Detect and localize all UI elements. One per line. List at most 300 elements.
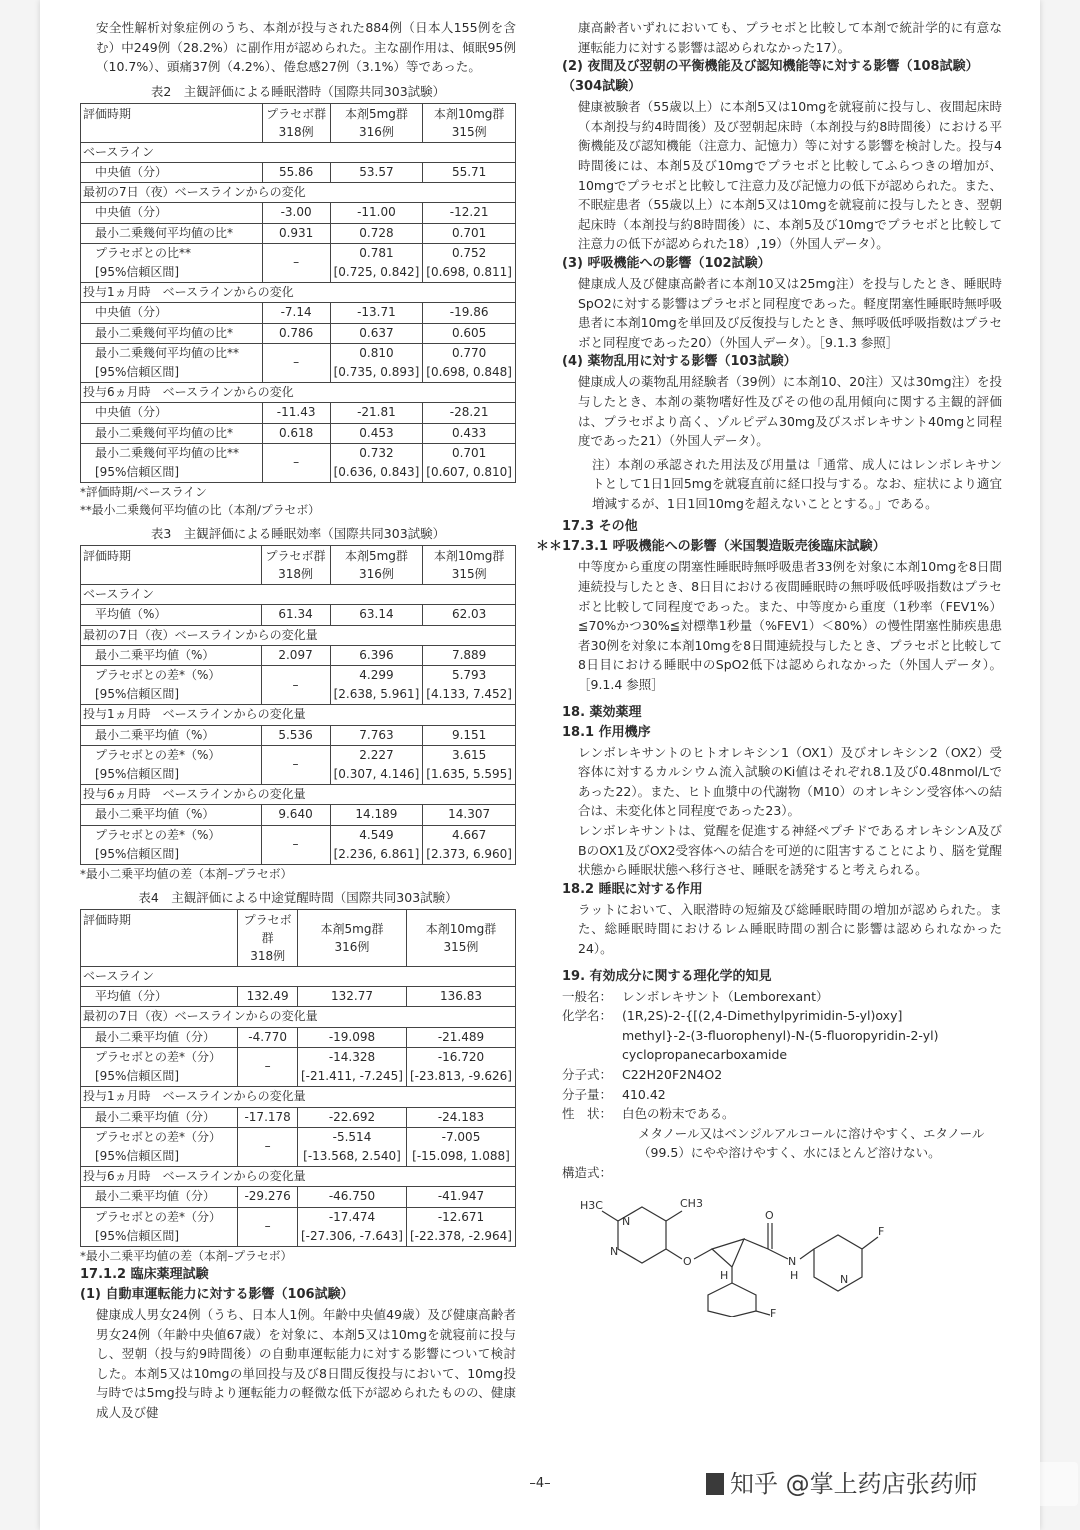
table-row xyxy=(81,443,516,482)
row-label-ci: [95%信頼区間] xyxy=(95,846,180,861)
value-text: 9.640 xyxy=(278,807,313,822)
row-label xyxy=(81,162,263,182)
chemical-name-key: 化学名： xyxy=(562,1008,613,1024)
paragraph-18-1-b: レンボレキサントは、覚醒を促進する神経ペプチドであるオレキシンA及びBのOX1及びOX2受容体への結合を可逆的に阻害することにより、脳を覚醒状態から睡眠状態へ移行させ、睡眠を誘発すると考えられる。 xyxy=(578,823,1002,878)
value-text: – xyxy=(293,355,300,370)
table-row xyxy=(81,1047,516,1086)
value-text: -29.276 xyxy=(244,1189,291,1204)
row-label xyxy=(81,1107,238,1127)
section-label: 投与1ヵ月時 ベースラインからの変化量 xyxy=(81,1087,516,1107)
section-row xyxy=(81,967,516,987)
paragraph-106-study: 健康成人男女24例（うち、日本人1例。年齢中央値49歳）及び健康高齢者男女24例（年齢中央値67歳）を対象に、本剤5又は10mgを就寝前に投与し、翌朝（投与約9時間後）の自動車運転能力に対する影響について検討した。本剤5又は10mgの単回投与及び8日間反復投与において、10mg投与時では5mg投与時より運転能力の軽微な低下が認められたものの、健康成人及び健 xyxy=(96,1306,516,1420)
ci-text: [-27.306, -7.643] xyxy=(300,1228,403,1243)
value-cell xyxy=(423,403,516,423)
group-name: プラセボ群 xyxy=(266,106,327,121)
table-row xyxy=(81,666,516,705)
paragraph-106-continued: 康高齢者いずれにおいても、プラセボと比較して本剤で統計学的に有意な運転能力に対する影響は認められなかった17）。 xyxy=(578,20,1002,55)
value-cell xyxy=(330,303,423,323)
value-text: 0.781 xyxy=(359,245,394,260)
row-label-text: プラセボとの差*（%） xyxy=(95,668,221,683)
atom-o-1: O xyxy=(683,1254,692,1268)
row-label xyxy=(81,645,262,665)
value-cell xyxy=(423,323,516,343)
table-header-row xyxy=(81,103,516,142)
ci-text: [2.236, 6.861] xyxy=(333,846,420,861)
section-label: ベースライン xyxy=(81,585,516,605)
ci-text: [-21.411, -7.245] xyxy=(300,1069,403,1084)
group-count: 315例 xyxy=(451,124,487,139)
header-cell xyxy=(297,910,406,967)
group-count: 316例 xyxy=(358,567,394,582)
atom-h3c: H3C xyxy=(580,1198,603,1212)
ci-text: [-22.378, -2.964] xyxy=(409,1228,512,1243)
data-table xyxy=(80,909,516,1247)
value-text: 0.732 xyxy=(359,445,394,460)
section-row xyxy=(81,1167,516,1187)
value-cell xyxy=(262,443,330,482)
heading-18-1: 18.1 作用機序 xyxy=(562,724,651,740)
value-cell xyxy=(330,605,423,625)
row-label-text: プラセボとの差*（%） xyxy=(95,827,221,842)
paragraph-103-study: 健康成人の薬物乱用経験者（39例）に本剤10、20注）又は30mg注）を投与したとき、本剤の薬物嗜好性及びその他の乱用傾向に関する主観的評価は、プラセボより高く、ゾルピデム30mg及びスボレキサント40mgと同程度であった21）（外国人データ）。 xyxy=(578,374,1002,449)
atom-n-3: N xyxy=(788,1254,797,1268)
watermark-logo-icon xyxy=(706,1473,724,1495)
table-caption: 表3 主観評価による睡眠効率（国際共同303試験） xyxy=(150,526,446,542)
ci-text: [-15.098, 1.088] xyxy=(412,1148,510,1163)
value-text: 0.433 xyxy=(451,425,487,440)
section-label: 投与1ヵ月時 ベースラインからの変化 xyxy=(81,283,516,303)
value-cell xyxy=(330,203,423,223)
value-cell xyxy=(330,805,423,825)
value-text: -7.14 xyxy=(280,305,312,320)
row-label-ci: [95%信頼区間] xyxy=(95,1148,180,1163)
table-3 xyxy=(80,525,516,883)
watermark-text: 知乎 @掌上药店张药师 xyxy=(730,1470,978,1498)
group-count: 316例 xyxy=(358,124,394,139)
heading-102-study: (3) 呼吸機能への影響（102試験） xyxy=(562,255,771,271)
value-text: 7.889 xyxy=(451,647,487,662)
value-text: -19.098 xyxy=(328,1029,376,1044)
group-count: 318例 xyxy=(278,567,313,582)
value-text: 0.453 xyxy=(359,425,394,440)
value-text: 14.189 xyxy=(355,807,398,822)
row-label-ci: [95%信頼区間] xyxy=(95,1069,180,1084)
row-label-ci: [95%信頼区間] xyxy=(95,465,180,480)
group-name: 本剤10mg群 xyxy=(425,922,497,937)
ci-text: [2.638, 5.961] xyxy=(333,687,420,702)
row-label xyxy=(81,725,262,745)
molecular-weight-value: 410.42 xyxy=(622,1086,666,1102)
value-text: -4.770 xyxy=(248,1029,287,1044)
row-label-ci: [95%信頼区間] xyxy=(95,265,180,279)
atom-n-4: N xyxy=(840,1272,849,1286)
value-text: 4.667 xyxy=(451,827,487,842)
row-label-text: 中央値（分） xyxy=(95,305,168,320)
paragraph-18-1-a: レンボレキサントのヒトオレキシン1（OX1）及びオレキシン2（OX2）受容体に対するカルシウム流入試験のKi値はそれぞれ8.1及び0.48nmol/Lであった22）。また、ヒト血漿中の代謝物（M10）のオレキシン受容体への結合は、未変化体と同程度であった23）。 xyxy=(578,744,1002,819)
value-cell xyxy=(330,343,423,382)
heading-103-study: (4) 薬物乱用に対する影響（103試験） xyxy=(562,354,797,370)
value-text: 62.03 xyxy=(451,607,487,622)
value-cell xyxy=(261,666,330,705)
group-name: プラセボ群 xyxy=(243,913,292,946)
value-text: -22.692 xyxy=(328,1109,376,1124)
value-text: 14.307 xyxy=(448,807,491,822)
value-text: -7.005 xyxy=(441,1129,481,1144)
table-row xyxy=(81,825,516,864)
value-cell xyxy=(330,666,423,705)
value-cell xyxy=(330,323,423,343)
row-label xyxy=(81,825,262,864)
properties-key: 性 状： xyxy=(562,1106,613,1122)
value-cell xyxy=(423,243,516,282)
row-label-text: プラセボとの差*（分） xyxy=(95,1049,222,1064)
row-label-text: 最小二乗幾何平均値の比** xyxy=(95,445,240,460)
value-cell xyxy=(262,403,330,423)
value-cell xyxy=(238,1187,298,1207)
value-text: 0.701 xyxy=(451,225,487,240)
row-label-text: 最小二乗幾何平均値の比** xyxy=(95,345,240,360)
value-cell xyxy=(262,423,330,443)
section-row xyxy=(81,383,516,403)
section-row xyxy=(81,1007,516,1027)
row-label xyxy=(81,605,262,625)
section-row xyxy=(81,585,516,605)
row-label-ci: [95%信頼区間] xyxy=(95,1228,180,1243)
ci-text: [0.725, 0.842] xyxy=(333,265,420,279)
row-label-text: プラセボとの差*（%） xyxy=(95,747,221,762)
value-text: 7.763 xyxy=(359,727,394,742)
section-row xyxy=(81,625,516,645)
group-name: 本剤5mg群 xyxy=(344,549,408,564)
row-label xyxy=(81,223,263,243)
ci-text: [4.133, 7.452] xyxy=(426,687,512,702)
value-cell xyxy=(330,645,423,665)
group-count: 318例 xyxy=(250,949,286,964)
value-text: 61.34 xyxy=(278,607,313,622)
generic-name-key: 一般名： xyxy=(562,988,613,1004)
value-text: -13.71 xyxy=(357,305,396,320)
atom-n-2: N xyxy=(610,1244,619,1258)
value-cell xyxy=(262,323,330,343)
value-text: 0.931 xyxy=(278,225,314,240)
row-label-text: 中央値（分） xyxy=(95,205,168,220)
value-text: 9.151 xyxy=(451,727,487,742)
value-cell xyxy=(297,1107,406,1127)
value-text: 2.097 xyxy=(278,647,313,662)
value-cell xyxy=(297,987,406,1007)
value-text: 6.396 xyxy=(359,647,394,662)
section-label: ベースライン xyxy=(81,967,516,987)
row-label-text: 平均値（%） xyxy=(95,607,167,622)
row-label-text: 最小二乗平均値（%） xyxy=(95,727,215,742)
value-cell xyxy=(423,162,516,182)
value-text: 5.536 xyxy=(278,727,313,742)
value-cell xyxy=(330,745,423,784)
value-cell xyxy=(423,343,516,382)
value-cell xyxy=(330,825,423,864)
section-label: 投与6ヵ月時 ベースラインからの変化量 xyxy=(81,785,516,805)
row-label xyxy=(81,243,263,282)
value-text: -11.00 xyxy=(357,205,396,220)
section-row xyxy=(81,1087,516,1107)
value-cell xyxy=(330,423,423,443)
row-label-ci: [95%信頼区間] xyxy=(95,687,180,702)
section-row xyxy=(81,183,516,203)
value-text: 0.618 xyxy=(278,425,314,440)
value-cell xyxy=(238,1127,298,1166)
section-label: ベースライン xyxy=(81,142,516,162)
value-cell xyxy=(406,1207,515,1246)
group-count: 315例 xyxy=(443,940,479,955)
value-text: -14.328 xyxy=(328,1049,376,1064)
value-cell xyxy=(297,1127,406,1166)
page-number: –4– xyxy=(529,1476,551,1491)
value-cell xyxy=(238,1207,298,1246)
row-label-text: 最小二乗平均値（分） xyxy=(95,1109,216,1124)
atom-h-1: H xyxy=(790,1268,799,1282)
value-cell xyxy=(423,423,516,443)
value-text: 5.793 xyxy=(451,668,487,683)
value-text: -19.86 xyxy=(449,305,489,320)
table-caption: 表2 主観評価による睡眠潜時（国際共同303試験） xyxy=(150,83,446,99)
row-label-ci: [95%信頼区間] xyxy=(95,365,180,380)
row-label xyxy=(81,745,262,784)
table-note: *最小二乗平均値の差（本剤–プラセボ） xyxy=(80,867,293,882)
paragraph-102-study: 健康成人及び健康高齢者に本剤10又は25mg注）を投与したとき、睡眠時SpO2に対する影響はプラセボと同程度であった。軽度閉塞性睡眠時無呼吸患者に本剤10mgを単回及び反復投与したとき、無呼吸低呼吸指数はプラセボと同程度であった20）（外国人データ）。［9.1.3 参照］ xyxy=(578,275,1002,350)
ci-text: [0.307, 4.146] xyxy=(333,767,420,782)
row-label xyxy=(81,203,263,223)
structural-formula-icon xyxy=(562,1187,982,1317)
value-text: – xyxy=(293,455,300,470)
header-cell xyxy=(330,546,423,585)
value-cell xyxy=(406,1127,515,1166)
section-row xyxy=(81,705,516,725)
dosage-note: 注）本剤の承認された用法及び用量は「通常、成人にはレンボレキサントとして1日1回5mgを就寝直前に経口投与する。なお、症状により適宜増減するが、1日1回10mgを超えないこととする。」である。 xyxy=(592,456,1002,511)
value-cell xyxy=(423,203,516,223)
group-count: 315例 xyxy=(451,567,487,582)
value-text: 0.786 xyxy=(278,325,314,340)
value-cell xyxy=(330,403,423,423)
table-row xyxy=(81,303,516,323)
table-row xyxy=(81,243,516,282)
table-4 xyxy=(80,889,516,1265)
chemical-name-value xyxy=(622,1006,1002,1065)
atom-f-1: F xyxy=(878,1224,885,1238)
row-label xyxy=(81,1207,238,1246)
table-caption: 表4 主観評価による中途覚醒時間（国際共同303試験） xyxy=(138,890,458,906)
molecular-formula-key: 分子式： xyxy=(562,1066,613,1082)
ci-text: [0.698, 0.848] xyxy=(426,365,512,380)
row-label-ci: [95%信頼区間] xyxy=(95,767,180,782)
row-label-text: 最小二乗平均値（%） xyxy=(95,647,215,662)
row-label xyxy=(81,403,263,423)
chemical-name-line-1: (1R,2S)-2-{[(2,4-Dimethylpyrimidin-5-yl)oxy] xyxy=(622,1008,903,1024)
value-cell xyxy=(262,223,330,243)
value-cell xyxy=(423,223,516,243)
structure-key: 構造式： xyxy=(562,1164,613,1180)
row-label-text: 平均値（分） xyxy=(95,989,168,1004)
value-cell xyxy=(330,725,423,745)
generic-name-row xyxy=(562,987,1002,1007)
value-cell xyxy=(423,666,516,705)
table-row xyxy=(81,423,516,443)
section-label: 投与1ヵ月時 ベースラインからの変化量 xyxy=(81,705,516,725)
molecular-weight-row xyxy=(562,1085,1002,1105)
generic-name-value: レンボレキサント（Lemborexant） xyxy=(622,988,829,1004)
row-label-text: プラセボとの差*（分） xyxy=(95,1129,222,1144)
value-cell xyxy=(262,203,330,223)
heading-17-3-1-text: 17.3.1 呼吸機能への影響（米国製造販売後臨床試験） xyxy=(562,539,886,555)
value-text: 0.637 xyxy=(359,325,394,340)
group-name: 本剤5mg群 xyxy=(344,106,408,121)
value-text: 136.83 xyxy=(439,989,482,1004)
row-label-text: 最小二乗幾何平均値の比* xyxy=(95,425,234,440)
row-label xyxy=(81,1047,238,1086)
table-note: **最小二乗幾何平均値の比（本剤/プラセボ） xyxy=(80,503,320,518)
molecular-formula-value: C22H20F2N4O2 xyxy=(622,1066,723,1082)
value-cell xyxy=(261,805,330,825)
table-header-row xyxy=(81,910,516,967)
value-cell xyxy=(406,1047,515,1086)
row-label-text: プラセボとの差*（分） xyxy=(95,1209,222,1224)
header-cell: 評価時期 xyxy=(81,103,263,142)
value-cell xyxy=(423,303,516,323)
header-cell xyxy=(330,103,423,142)
value-text: -12.671 xyxy=(437,1209,485,1224)
row-label-text: プラセボとの比** xyxy=(95,245,192,260)
value-cell xyxy=(297,1187,406,1207)
table-row xyxy=(81,1027,516,1047)
table-row xyxy=(81,162,516,182)
chemical-name-line-2: methyl}-2-(3-fluorophenyl)-N-(5-fluoropyridin-2-yl) xyxy=(622,1027,939,1043)
heading-17-3: 17.3 その他 xyxy=(562,519,638,535)
atom-n-1: N xyxy=(622,1214,631,1228)
data-table xyxy=(80,103,516,483)
row-label-text: 中央値（分） xyxy=(95,164,168,179)
heading-17-3-1 xyxy=(536,537,1002,557)
properties-line-1: 白色の粉末である。 xyxy=(622,1106,735,1122)
value-text: -17.474 xyxy=(328,1209,376,1224)
group-name: プラセボ群 xyxy=(265,549,326,564)
structure-row xyxy=(562,1163,1002,1183)
value-text: -16.720 xyxy=(437,1049,485,1064)
ci-text: [1.635, 5.595] xyxy=(426,767,512,782)
ci-text: [0.636, 0.843] xyxy=(333,465,420,480)
value-text: 0.728 xyxy=(359,225,394,240)
table-header-row xyxy=(81,546,516,585)
row-label xyxy=(81,443,263,482)
row-label xyxy=(81,666,262,705)
watermark xyxy=(702,1462,1078,1506)
value-cell xyxy=(297,1047,406,1086)
value-cell xyxy=(406,1027,515,1047)
value-text: 55.86 xyxy=(278,164,314,179)
value-cell xyxy=(238,1027,298,1047)
value-cell xyxy=(406,1107,515,1127)
row-label xyxy=(81,1187,238,1207)
value-cell xyxy=(330,243,423,282)
table-row xyxy=(81,725,516,745)
value-cell xyxy=(261,605,330,625)
value-cell xyxy=(297,1207,406,1246)
group-name: 本剤10mg群 xyxy=(433,106,505,121)
value-text: 0.701 xyxy=(451,445,487,460)
value-text: – xyxy=(292,677,299,692)
row-label xyxy=(81,987,238,1007)
ci-text: [0.735, 0.893] xyxy=(333,365,420,380)
properties-value xyxy=(622,1104,1002,1163)
heading-17-1-2: 17.1.2 臨床薬理試験 xyxy=(80,1266,209,1282)
value-text: -11.43 xyxy=(276,405,316,420)
value-cell xyxy=(238,1107,298,1127)
heading-18: 18. 薬効薬理 xyxy=(562,704,642,720)
table-row xyxy=(81,1187,516,1207)
paragraph-108-study: 健康被験者（55歳以上）に本剤5又は10mgを就寝前に投与し、夜間起床時（本剤投与約4時間後）及び翌朝起床時（本剤投与約8時間後）における平衡機能及び認知機能（注意力、記憶力）等に対する影響を検討した。投与4時間後には、本剤5及び10mgでプラセボと比較してふらつきの増加が、10mgでプラセボと比較して注意力及び記憶力の低下が認められた。また、不眠症患者（55歳以上）に本剤5又は10mgを就寝前に投与したとき、翌朝起床時（本剤投与約8時間後）に、本剤5及び10mgでプラセボと比較して注意力の低下が認められた18）,19）（外国人データ）。 xyxy=(578,99,1002,252)
section-row xyxy=(81,785,516,805)
value-text: -21.489 xyxy=(437,1029,485,1044)
header-cell xyxy=(406,910,515,967)
row-label-text: 最小二乗平均値（分） xyxy=(95,1189,216,1204)
table-row xyxy=(81,1127,516,1166)
value-cell xyxy=(297,1027,406,1047)
value-text: -41.947 xyxy=(437,1189,485,1204)
heading-106-study: (1) 自動車運転能力に対する影響（106試験） xyxy=(80,1286,354,1302)
table-2 xyxy=(80,83,516,519)
row-label-text: 最小二乗幾何平均値の比* xyxy=(95,225,234,240)
table-row xyxy=(81,323,516,343)
heading-108-study: (2) 夜間及び翌朝の平衡機能及び認知機能等に対する影響（108試験）（304試験） xyxy=(562,59,979,95)
properties-row xyxy=(562,1104,1002,1163)
value-cell xyxy=(406,1187,515,1207)
row-label-text: 最小二乗幾何平均値の比* xyxy=(95,325,234,340)
value-text: – xyxy=(292,757,299,772)
row-label xyxy=(81,343,263,382)
value-cell xyxy=(423,805,516,825)
atom-o-2: O xyxy=(765,1208,774,1222)
value-text: -24.183 xyxy=(437,1109,485,1124)
header-cell xyxy=(238,910,298,967)
section-row xyxy=(81,142,516,162)
section-label: 最初の7日（夜）ベースラインからの変化 xyxy=(81,183,516,203)
table-note: *最小二乗平均値の差（本剤–プラセボ） xyxy=(80,1248,293,1263)
value-text: 0.770 xyxy=(451,345,487,360)
molecular-formula-row xyxy=(562,1065,1002,1085)
group-count: 318例 xyxy=(278,124,314,139)
document-page xyxy=(40,0,1040,1530)
intro-paragraph: 安全性解析対象症例のうち、本剤が投与された884例（日本人155例を含む）中249例（28.2%）に副作用が認められた。主な副作用は、傾眠95例（10.7%）、頭痛37例（4.2%）、倦怠感27例（3.1%）等であった。 xyxy=(96,20,516,75)
value-text: – xyxy=(264,1219,271,1234)
value-text: 0.810 xyxy=(359,345,394,360)
value-cell xyxy=(406,987,515,1007)
value-cell xyxy=(261,745,330,784)
value-text: 4.299 xyxy=(359,668,394,683)
value-text: -21.81 xyxy=(357,405,396,420)
value-cell xyxy=(330,223,423,243)
value-text: – xyxy=(293,255,300,270)
atom-ch3: CH3 xyxy=(680,1196,703,1210)
table-row xyxy=(81,1107,516,1127)
value-cell xyxy=(261,645,330,665)
header-cell xyxy=(423,103,516,142)
atom-f-2: F xyxy=(770,1306,777,1317)
table-row xyxy=(81,343,516,382)
value-text: -46.750 xyxy=(328,1189,376,1204)
row-label xyxy=(81,1127,238,1166)
properties-line-2: メタノール又はベンジルアルコールに溶けやすく、エタノール（99.5）にやや溶けやすく、水にほとんど溶けない。 xyxy=(638,1125,985,1161)
paragraph-17-3-1: 中等度から重度の閉塞性睡眠時無呼吸患者33例を対象に本剤10mgを8日間連続投与したとき、8日目における夜間睡眠時の無呼吸低呼吸指数はプラセボと比較して同程度であった。また、中等度から重度（1秒率（FEV1%）≦70%かつ30%≦対標準1秒量（%FEV1）＜80%）の慢性閉塞性肺疾患患者30例を対象に本剤10mgを8日間連続投与したとき、プラセボと比較して8日目における睡眠中のSpO2低下は認められなかった（外国人データ）。［9.1.4 参照］ xyxy=(578,559,1002,693)
left-column xyxy=(80,18,516,1422)
header-cell xyxy=(423,546,516,585)
